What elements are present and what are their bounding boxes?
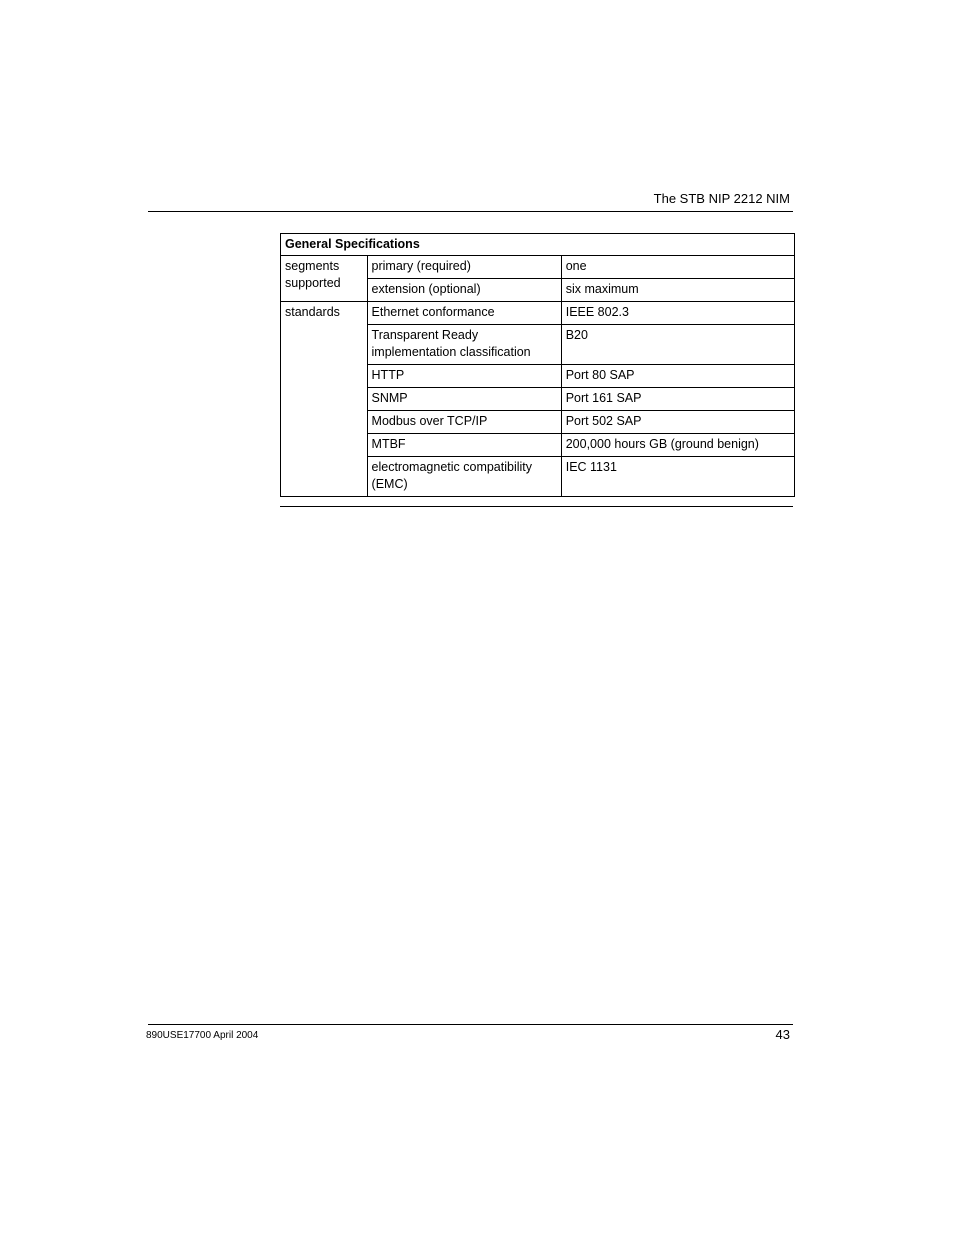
spec-item: Ethernet conformance (367, 302, 561, 325)
page-number: 43 (775, 1027, 790, 1042)
spec-item: SNMP (367, 388, 561, 411)
spec-item: MTBF (367, 434, 561, 457)
spec-item: Transparent Ready implementation classification (367, 325, 561, 365)
table-row (281, 256, 795, 279)
spec-value: six maximum (561, 279, 794, 302)
header-rule (148, 211, 793, 212)
table-caption: General Specifications (281, 234, 795, 256)
table-header-row (281, 234, 795, 256)
table-row (281, 302, 795, 325)
spec-value: B20 (561, 325, 794, 365)
spec-value: IEC 1131 (561, 457, 794, 497)
spec-value: one (561, 256, 794, 279)
spec-item: HTTP (367, 365, 561, 388)
spec-value: 200,000 hours GB (ground benign) (561, 434, 794, 457)
footer-document-id: 890USE17700 April 2004 (146, 1030, 259, 1041)
group-label-segments: segments supported (281, 256, 368, 302)
spec-value: IEEE 802.3 (561, 302, 794, 325)
spec-value: Port 161 SAP (561, 388, 794, 411)
footer-rule (148, 1024, 793, 1025)
spec-item: extension (optional) (367, 279, 561, 302)
running-header-title: The STB NIP 2212 NIM (653, 191, 790, 206)
spec-item: electromagnetic compatibility (EMC) (367, 457, 561, 497)
spec-value: Port 80 SAP (561, 365, 794, 388)
general-specifications-table (280, 233, 795, 497)
spec-item: Modbus over TCP/IP (367, 411, 561, 434)
spec-item: primary (required) (367, 256, 561, 279)
spec-value: Port 502 SAP (561, 411, 794, 434)
table-end-rule (280, 506, 793, 507)
group-label-standards: standards (281, 302, 368, 497)
